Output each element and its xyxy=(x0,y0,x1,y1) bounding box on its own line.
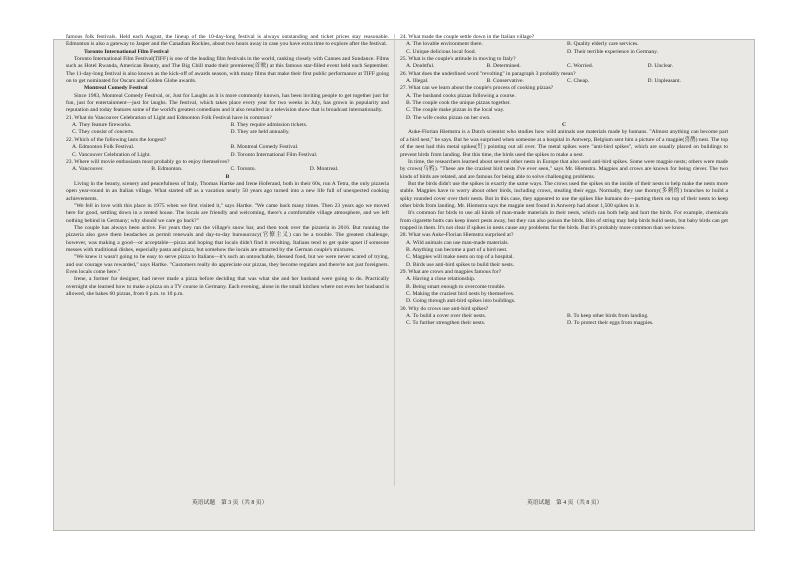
left-page-footer: 英语试题 第 3 页（共 8 页） xyxy=(192,500,268,506)
q22-options xyxy=(66,144,389,159)
tiff-heading: Toronto International Film Festival xyxy=(84,48,169,55)
q29-options xyxy=(400,276,728,305)
q28-option-b: B. Anything can become a part of a bird nest. xyxy=(406,246,508,253)
q21-option-c: C. They consist of concerts. xyxy=(72,129,135,136)
mcf-heading: Montreal Comedy Festival xyxy=(84,85,148,92)
b-paragraph-1: Living in the beauty, scenery and peacefulness of Italy, Thomas Hartke and Irene Hoferand, both in their 60s, run A Tetra, the only pizzeria open year-round in an Italian village. What started off as a vacation nearly 50 years ago turned into a new life full of unexpected cooking achievements. xyxy=(66,180,389,202)
column-divider xyxy=(394,34,395,486)
q28-option-d: D. Birds use anti-bird spikes to build their nests. xyxy=(406,261,515,268)
q29-option-b: B. Being smart enough to overcome trouble. xyxy=(406,283,506,290)
q27-option-a: A. The husband cooks pizzas following a course. xyxy=(406,92,516,99)
tiff-paragraph: Toronto International Film Festival(TIFF) is one of the leading film festivals in the world, ranking closely with Cannes and Sundance. Films such as Hotel Rwanda, American Beauty, and The Big Chill made their premieres(首映) at this famous star-filled event held each September. The 11-day-long festival is also known as the kick-off of awards season, with many films that make their first public performance at TIFF going on to get nominated for Oscars and Golden Globe awards. xyxy=(66,56,389,85)
q25-option-d: D. Unclear. xyxy=(647,63,674,70)
q23-option-a: A. Vancouver. xyxy=(72,166,104,173)
q26-option-d: D. Unpleasant. xyxy=(647,78,681,85)
c-paragraph-3: But the birds didn't use the spikes in exactly the same ways. The crows used the spikes on the inside of their nests to help make the nests more stable. Magpies have to worry about other birds, including crows, stealing their eggs. Normally, they use thorny(多刺的) branches to build a spiky rounded cover over their nests. But in this case, they appeared to use the spikes like humans do—putting them on top of their nests to keep other birds from landing. Mr. Hiemstra says the magpie nest found in Antwerp had about 1,500 spikes in it. xyxy=(400,180,728,209)
right-column xyxy=(400,34,728,484)
q25-options xyxy=(400,63,728,70)
question-28: 28. What was Auke-Florian Hiemstra surprised at? xyxy=(400,232,514,239)
q29-option-c: C. Making the craziest bird nests by themselves. xyxy=(406,291,515,298)
q28-option-a: A. Wild animals can use man-made materials. xyxy=(406,239,509,246)
question-23: 23. Where will movie enthusiasts most probably go to enjoy themselves? xyxy=(66,158,230,165)
q26-option-b: B. Conservative. xyxy=(486,78,524,85)
q28-option-c: C. Magpies will make nests on top of a hospital. xyxy=(406,254,514,261)
q24-option-c: C. Unique delicious local food. xyxy=(406,48,476,55)
q27-options xyxy=(400,93,728,122)
q25-option-a: A. Doubtful. xyxy=(406,63,435,70)
q22-option-d: D. Toronto International Film Festival. xyxy=(230,151,318,158)
c-paragraph-1: Auke-Florian Hiemstra is a Dutch scientist who studies how wild animals use materials made by humans. "Almost anything can become part of a bird nest," he says. But he was surprised when someone at a hospital in Antwerp, Belgium sent him a picture of a magpie(喜鹊) nest. The top of the nest had thin metal spikes(钉) pointing out all over. The metal spikes were "anti-bird spikes", which are usually placed on buildings to prevent birds from landing. But this time, the birds used the spikes to make a nest. xyxy=(400,129,728,158)
q23-options xyxy=(66,166,389,173)
q21-option-a: A. They feature fireworks. xyxy=(72,122,132,129)
q30-option-a: A. To build a cover over their nests. xyxy=(406,313,487,320)
right-page-footer: 英语试题 第 4 页（共 8 页） xyxy=(527,500,603,506)
q30-options xyxy=(400,313,728,328)
q24-option-b: B. Quality elderly care services. xyxy=(567,41,639,48)
q23-option-d: D. Montreal. xyxy=(309,166,339,173)
q27-option-d: D. The wife cooks pizzas on her own. xyxy=(406,114,491,121)
q21-option-d: D. They are held annually. xyxy=(230,129,290,136)
b-paragraph-2: "We fell in love with this place in 1975 when we first visited it," says Hartke. "We came back many times. Then 23 years ago we moved here for good, settling down in a rented house. The locals are friendly and welcoming, there's a comfortable village atmosphere, and we left nothing behind in Germany; why should we care go back?" xyxy=(66,202,389,224)
section-c-heading: C xyxy=(561,122,567,129)
q25-option-b: B. Determined. xyxy=(486,63,521,70)
q24-option-a: A. The lovable environment there. xyxy=(406,41,483,48)
question-22: 22. Which of the following lasts the longest? xyxy=(66,136,167,143)
q27-option-b: B. The couple cook the unique pizzas together. xyxy=(406,100,511,107)
q30-option-d: D. To protect their eggs from magpies. xyxy=(567,320,654,327)
q22-option-b: B. Montreal Comedy Festival. xyxy=(230,144,299,151)
b-paragraph-3: The couple has always been active. For years they ran the village's snow bar, and then took over the pizzeria in 2016. But running the pizzeria also gave them headaches as permit renewals and day-to-day bureaucracy(官僚主义) can be a trouble. The greatest challenge, however, was making a good—or acceptable—pizza and hoping that locals didn't find it revolting. Italians tend to get quite upset if someone messes with traditional dishes, especially pasta and pizza, but somehow the locals are attracted by the German couple's mixtures. xyxy=(66,224,389,253)
q22-option-a: A. Edmonton Folk Festival. xyxy=(72,144,135,151)
question-30: 30. Why do crows use anti-bird spikes? xyxy=(400,305,489,312)
q28-options xyxy=(400,240,728,269)
q26-option-a: A. Illegal. xyxy=(406,78,429,85)
q24-options xyxy=(400,41,728,56)
c-paragraph-4: It's common for birds to use all kinds of man-made materials in their nests, which can both help and hurt the birds. For example, chemicals from cigarette butts can keep insect pests away, but they can also poison the birds. Bits of string may help birds build nests, but baby birds can get trapped in them. It's not clear if spikes in nests cause any problems for the birds. But it's probably more common than we know. xyxy=(400,210,728,231)
q25-option-c: C. Worried. xyxy=(567,63,594,70)
question-29: 29. What are crows and magpies famous for? xyxy=(400,269,502,275)
question-24: 24. What made the couple settle down in the Italian village? xyxy=(400,34,535,40)
b-paragraph-5: Irene, a former fur designer, had never made a pizza before deciding that was what she and her husband were going to do. Practically overnight she learned how to make a pizza on a TV course in Germany. Each evening, alone in the small kitchen where not even her husband is allowed, she bakes 60 pizzas, from 6 p.m. to 10 p.m. xyxy=(66,276,389,298)
section-b-heading: B xyxy=(225,173,230,180)
question-21: 21. What do Vancouver Celebration of Light and Edmonton Folk Festival have in common? xyxy=(66,114,272,121)
q30-option-c: C. To further strengthen their nests. xyxy=(406,320,486,327)
b-paragraph-4: "We knew it wasn't going to be easy to serve pizza to Italians—it's such an untouchable, blessed food, but we were never scared of trying, and our courage was rewarded," says Hartke. "Customers really do appreciate our pizzas, they become regulars and there're not just foreigners. Even locals come here." xyxy=(66,254,389,275)
c-paragraph-2: In time, the researchers learned about several other nests in Europe that also used anti-bird spikes. Some were magpie nests; others were made by crows(乌鸦). "These are the craziest bird nests I've ever seen," says Mr. Hiemstra. Magpies and crows are known for being clever. The two kinds of birds are related, and are famous for being able to solve challenging problems. xyxy=(400,158,728,180)
q26-option-c: C. Cheap. xyxy=(567,78,590,85)
q29-option-a: A. Having a close relationship. xyxy=(406,276,476,283)
q27-option-c: C. The couple make pizzas in the local way. xyxy=(406,107,505,114)
q21-option-b: B. They require admission tickets. xyxy=(230,122,308,129)
intro-paragraph: famous folk festivals. Held each August, the lineup of the 10-day-long festival is always outstanding and ticket prices stay reasonable. Edmonton is also a gateway to Jasper and the Canadian Rockies, about two hours away in case you have extra time to explore after the festival. xyxy=(66,34,389,48)
question-27: 27. What can we learn about the couple's process of cooking pizzas? xyxy=(400,85,554,92)
q23-option-b: B. Edmonton. xyxy=(151,166,183,173)
q29-option-d: D. Going through anti-bird spikes into buildings. xyxy=(406,298,516,305)
q24-option-d: D. Their terrible experience in Germany. xyxy=(567,48,659,55)
q30-option-b: B. To keep other birds from landing. xyxy=(567,313,649,320)
question-25: 25. What is the couple's attitude in moving to Italy? xyxy=(400,56,516,63)
question-26: 26. What does the underlined word "revolting" in paragraph 3 probably mean? xyxy=(400,70,576,77)
q22-option-c: C. Vancouver Celebration of Light. xyxy=(72,151,151,158)
q21-options xyxy=(66,122,389,137)
q23-option-c: C. Toronto. xyxy=(230,166,256,173)
left-column xyxy=(66,34,389,484)
mcf-paragraph: Since 1983, Montreal Comedy Festival, or, Just for Laughs as it is more commonly known, has been inviting people to get together just for fun, just for entertainment—just for laughs. The festival, which takes place every year for two weeks in July, has grown in popularity and reputation and today features some of the world's greatest comedians and it also resulted in a television show that is broadcast internationally. xyxy=(66,92,389,114)
